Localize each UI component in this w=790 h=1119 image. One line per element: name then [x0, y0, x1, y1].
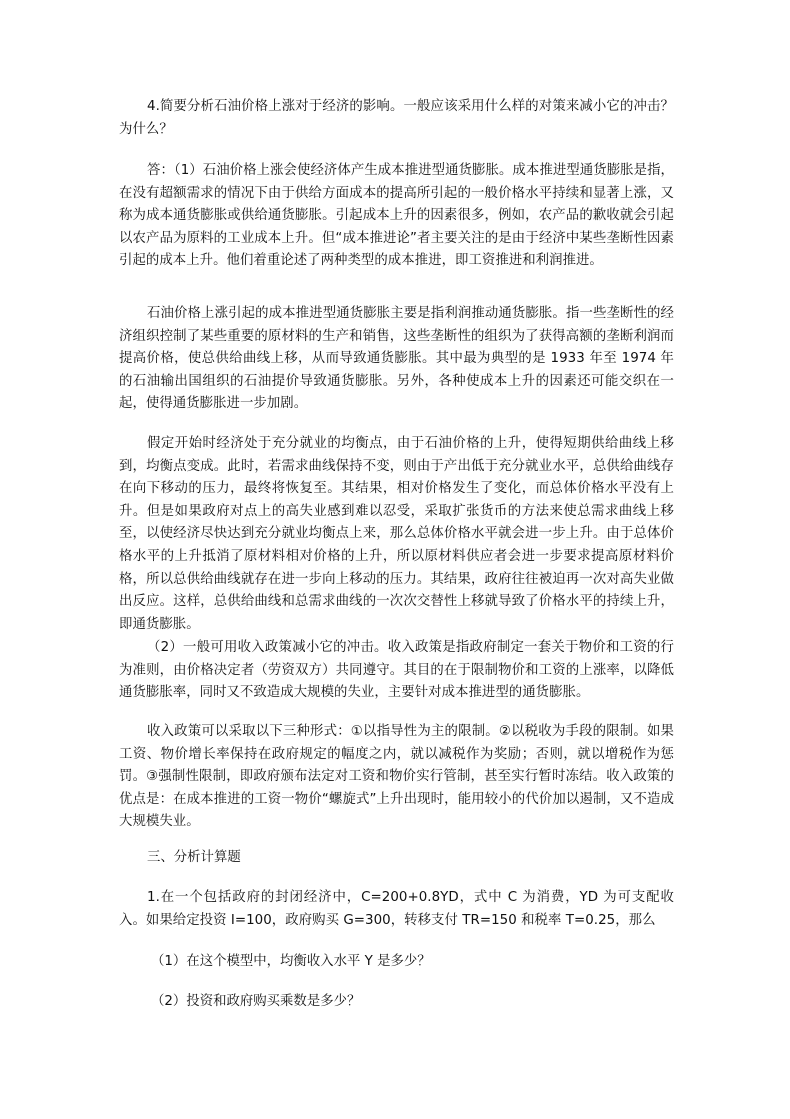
problem-1: 1.在一个包括政府的封闭经济中，C=200+0.8YD，式中 C 为消费，YD 为可支配收入。如果给定投资 I=100，政府购买 G=300，转移支付 TR=150 和税率 T=0.25，那么 — [119, 890, 674, 928]
answer-paragraph-3: 假定开始时经济处于充分就业的均衡点，由于石油价格的上升，使得短期供给曲线上移到，均衡点变成。此时，若需求曲线保持不变，则由于产出低于充分就业水平，总供给曲线存在向下移动的压力，最终将恢复至。其结果，相对价格发生了变化，而总体价格水平没有上升。但是如果政府对点上的高失业感到难以忍受，采取扩张货币的方法来使总需求曲线上移至，以使经济尽快达到充分就业均衡点上来，那么总体价格水平就会进一步上升。由于总体价格水平的上升抵消了原材料相对价格的上升，所以原材料供应者会进一步要求提高原材料价格，所以总供给曲线就存在进一步向上移动的压力。其结果，政府往往被迫再一次对高失业做出反应。这样，总供给曲线和总需求曲线的一次次交替性上移就导致了价格水平的持续上升，即通货膨胀。 — [119, 436, 674, 632]
answer-paragraph-4: （2）一般可用收入政策减小它的冲击。收入政策是指政府制定一套关于物价和工资的行为准则，由价格决定者（劳资双方）共同遵守。其目的在于限制物价和工资的上涨率，以降低通货膨胀率，同时又不致造成大规模的失业，主要针对成本推进型的通货膨胀。 — [119, 640, 674, 701]
answer-paragraph-5: 收入政策可以采取以下三种形式：①以指导性为主的限制。②以税收为手段的限制。如果工资、物价增长率保持在政府规定的幅度之内，就以减税作为奖励；否则，就以增税作为惩罚。③强制性限制，即政府颁布法定对工资和物价实行管制，甚至实行暂时冻结。收入政策的优点是：在成本推进的工资一物价“螺旋式”上升出现时，能用较小的代价加以遏制，又不造成大规模失业。 — [119, 724, 674, 830]
problem-1-question-1: （1）在这个模型中，均衡收入水平 Y 是多少？ — [151, 954, 431, 969]
section-title: 三、分析计算题 — [147, 850, 241, 865]
answer-paragraph-2: 石油价格上涨引起的成本推进型通货膨胀主要是指利润推动通货膨胀。指一些垄断性的经济组织控制了某些重要的原材料的生产和销售，这些垄断性的组织为了获得高额的垄断利润而提高价格，使总供给曲线上移，从而导致通货膨胀。其中最为典型的是 1933 年至 1974 年的石油输出国组织的石油提价导致通货膨胀。另外，各种使成本上升的因素还可能交织在一起，使得通货膨胀进一步加剧。 — [119, 306, 674, 412]
question-4: 4.简要分析石油价格上涨对于经济的影响。一般应该采用什么样的对策来减小它的冲击？为什么？ — [119, 99, 674, 137]
answer-paragraph-1: 答：（1）石油价格上涨会使经济体产生成本推进型通货膨胀。成本推进型通货膨胀是指，在没有超额需求的情况下由于供给方面成本的提高所引起的一般价格水平持续和显著上涨，又称为成本通货膨胀或供给通货膨胀。引起成本上升的因素很多，例如，农产品的歉收就会引起以农产品为原料的工业成本上升。但“成本推进论”者主要关注的是由于经济中某些垄断性因素引起的成本上升。他们着重论述了两种类型的成本推进，即工资推进和利润推进。 — [119, 163, 674, 269]
problem-1-question-2: （2）投资和政府购买乘数是多少？ — [151, 994, 361, 1009]
